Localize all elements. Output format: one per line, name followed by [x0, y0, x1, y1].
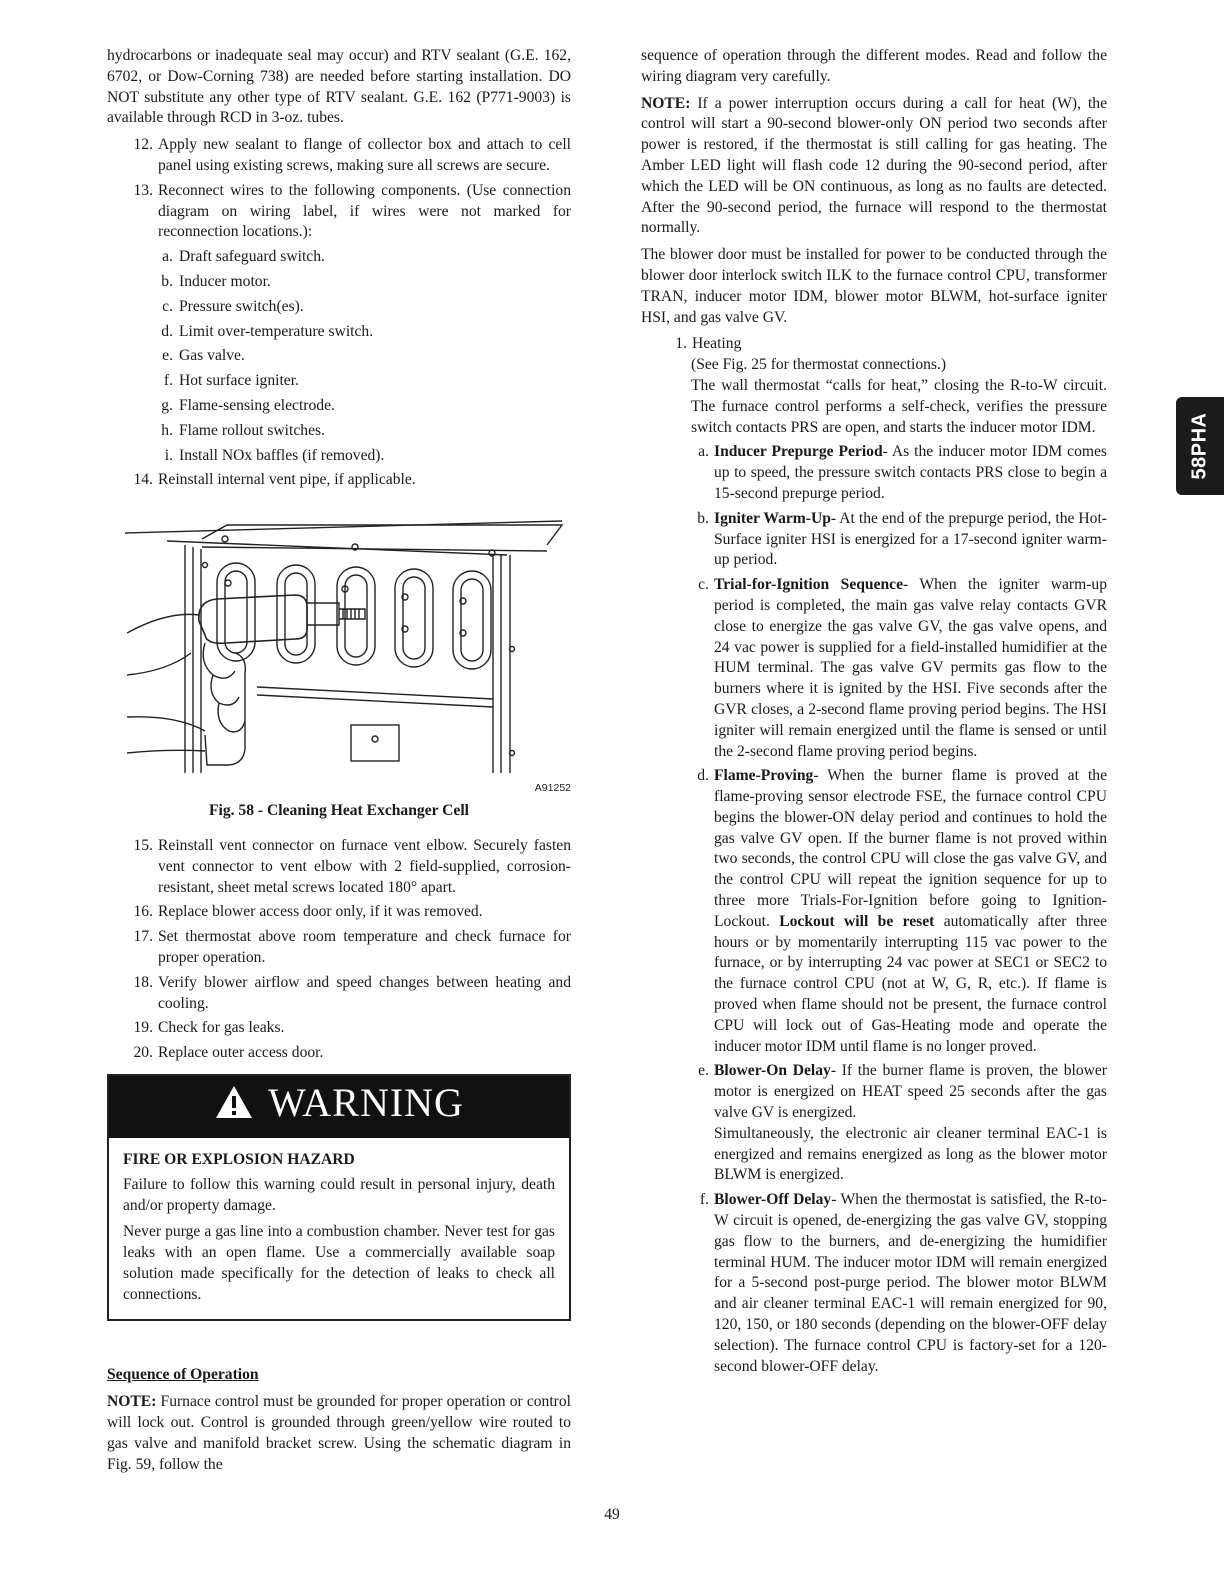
page-number: 49	[604, 1506, 620, 1523]
note-paragraph	[641, 94, 1107, 240]
step-number: 17.	[133, 928, 153, 946]
sub-item	[107, 421, 571, 442]
sub-text: Install NOx baffles (if removed).	[179, 446, 385, 464]
step-number: 18.	[133, 973, 153, 991]
warning-triangle-icon	[214, 1082, 254, 1132]
sub-title: Inducer Prepurge Period	[714, 443, 883, 461]
sub-letter: g.	[161, 396, 173, 414]
step-number: 20.	[133, 1044, 153, 1062]
sub-text: - When the burner flame is proved at the flame-proving sensor electrode FSE, the furnace control CPU begins the blower-ON delay period and continues to hold the gas valve GV open. If the burner flame is not proved within two seconds, the control CPU will close the gas valve GV, and the control CPU will repeat the ignition sequence for up to three more Trials-For-Ignition before going to Ignition-Lockout.	[714, 767, 1107, 930]
sub-letter: i.	[164, 446, 173, 464]
step-number: 12.	[133, 136, 153, 154]
sequence-item	[641, 442, 1107, 504]
step-title: Heating	[692, 335, 742, 353]
step-number: 14.	[133, 471, 153, 489]
sub-text: Pressure switch(es).	[179, 297, 304, 315]
step-item	[107, 973, 571, 1015]
warning-heading: WARNING	[268, 1079, 464, 1125]
sub-text: - When the igniter warm-up period is completed, the main gas valve relay contacts GVR close to energize the gas valve GV, the gas valve opens, and 24 vac power is supplied for a field-installed humidifier at the HUM terminal. The gas valve GV permits gas flow to the burners where it is ignited by the HSI. Five seconds after the GVR closes, a 2-second flame proving period begins. The HSI igniter will remain energized until the flame is sensed or until the 2-second flame proving period begins.	[714, 576, 1107, 760]
sequence-item	[641, 1190, 1107, 1377]
note-paragraph	[107, 1392, 571, 1475]
step-text: Reconnect wires to the following components. (Use connection diagram on wiring label, if wires were not marked for reconnection locations.):	[158, 181, 571, 241]
sub-letter: a.	[698, 443, 709, 461]
sub-item	[107, 297, 571, 318]
step-text: Replace blower access door only, if it was removed.	[158, 903, 483, 921]
sub-text: - At the end of the prepurge period, the Hot-Surface igniter HSI is energized for a 17-second igniter warm-up period.	[714, 509, 1107, 569]
note-text: If a power interruption occurs during a call for heat (W), the control will start a 90-second blower-only ON period two seconds after power is restored, if the thermostat is still calling for gas heating. The Amber LED light will flash code 12 during the 90-second period, after which the LED will be ON continuous, as long as no faults are detected. After the 90-second period, the furnace will respond to the thermostat normally.	[641, 94, 1107, 237]
heat-exchanger-illustration	[107, 503, 571, 793]
step-number: 13.	[133, 181, 153, 199]
sub-letter: e.	[162, 347, 173, 365]
right-column	[641, 46, 1107, 1381]
sub-item	[107, 446, 571, 467]
warning-box	[107, 1074, 571, 1322]
step-text: Replace outer access door.	[158, 1044, 324, 1062]
note-label: NOTE:	[641, 94, 691, 112]
sub-text: Flame rollout switches.	[179, 421, 325, 439]
warning-body	[109, 1138, 569, 1320]
step-number: 19.	[133, 1019, 153, 1037]
note-text: Furnace control must be grounded for proper operation or control will lock out. Control is grounded through green/yellow wire routed to gas valve and manifold bracket screw. Using the schematic diagram in Fig. 59, follow the	[107, 1393, 571, 1473]
sequence-item	[641, 575, 1107, 762]
sub-title: Blower-Off Delay	[714, 1191, 832, 1209]
sub-text: - As the inducer motor IDM comes up to speed, the pressure switch contacts PRS close to begin a 15-second prepurge period.	[714, 443, 1107, 502]
sub-title: Igniter Warm-Up	[714, 509, 831, 527]
component-sublist	[107, 247, 571, 466]
section-tab	[1176, 397, 1224, 495]
sub-letter: e.	[698, 1062, 709, 1080]
figure-heat-exchanger	[107, 503, 571, 793]
sub-letter: a.	[162, 248, 173, 266]
step-item	[107, 1018, 571, 1039]
step-item	[107, 181, 571, 243]
figure-id: A91252	[534, 782, 571, 795]
sequence-item	[641, 1061, 1107, 1123]
sub-letter: b.	[161, 272, 173, 290]
sub-text: - If the burner flame is proven, the blower motor is energized on HEAT speed 25 seconds after the gas valve GV is energized.	[714, 1062, 1108, 1122]
heating-step	[641, 334, 1107, 355]
sequence-item-continued: Simultaneously, the electronic air cleaner terminal EAC-1 is energized and remains energized as long as the blower motor BLWM is energized.	[714, 1124, 1107, 1184]
heating-text: The wall thermostat “calls for heat,” closing the R-to-W circuit. The furnace control performs a self-check, verifies the pressure switch contacts PRS are open, and starts the inducer motor IDM.	[691, 376, 1107, 436]
step-number: 15.	[133, 836, 153, 854]
sub-text: Flame-sensing electrode.	[179, 396, 335, 414]
step-text: Verify blower airflow and speed changes between heating and cooling.	[158, 973, 571, 1012]
figure-caption: Fig. 58 - Cleaning Heat Exchanger Cell	[208, 802, 470, 820]
sub-item	[107, 247, 571, 268]
sub-letter: d.	[697, 767, 709, 785]
sub-bold-phrase: Lockout will be reset	[779, 912, 935, 930]
sub-item	[107, 371, 571, 392]
step-text: Reinstall internal vent pipe, if applicable.	[158, 471, 416, 489]
step-text: Set thermostat above room temperature and check furnace for proper operation.	[158, 928, 571, 966]
step-item	[107, 836, 571, 898]
sub-title: Blower-On Delay	[714, 1062, 831, 1080]
sub-text: automatically after three hours or by momentarily interrupting 115 vac power to the furnace, or by interrupting 24 vac power at SEC1 or SEC2 to the furnace control CPU (not at W, G, R, etc.). If flame is proved when flame should not be present, the furnace control CPU will lock out of Gas-Heating mode and operate the inducer motor IDM until flame is no longer proved.	[714, 912, 1107, 1055]
left-column	[107, 46, 571, 1481]
sub-title: Trial-for-Ignition Sequence	[714, 576, 904, 594]
sub-letter: f.	[699, 1191, 709, 1209]
sequence-item	[641, 766, 1107, 1057]
step-number: 16.	[133, 903, 153, 921]
paragraph: The blower door must be installed for power to be conducted through the blower door interlock switch ILK to the furnace control CPU, transformer TRAN, inducer motor IDM, blower motor BLWM, hot-surface igniter HSI, and gas valve GV.	[641, 246, 1107, 326]
sub-letter: c.	[162, 297, 173, 315]
sub-text: - When the thermostat is satisfied, the R-to-W circuit is opened, de-energizing the gas valve GV, stopping gas flow to the burners, and de-energizing the humidifier terminal HUM. The inducer motor IDM will remain energized for a 5-second post-purge period. The blower motor BLWM and air cleaner terminal EAC-1 will remain energized for 90, 120, 150, or 180 seconds (depending on the blower-OFF delay selection). The furnace control CPU is factory-set for a 120-second blower-OFF delay.	[714, 1191, 1107, 1375]
step-text: Reinstall vent connector on furnace vent elbow. Securely fasten vent connector to vent elbow with 2 field-supplied, corrosion-resistant, sheet metal screws located 180° apart.	[158, 836, 571, 896]
step-item	[107, 470, 571, 491]
sub-text: Draft safeguard switch.	[179, 248, 325, 266]
sub-letter: c.	[698, 576, 709, 594]
warning-paragraph: Never purge a gas line into a combustion chamber. Never test for gas leaks with an open flame. Use a commercially available soap solution made specifically for the detection of leaks to check all connections.	[123, 1223, 555, 1303]
sub-item	[107, 346, 571, 367]
sub-text: Limit over-temperature switch.	[179, 322, 374, 340]
section-heading: Sequence of Operation	[107, 1366, 259, 1384]
sub-item	[107, 272, 571, 293]
sub-letter: f.	[163, 372, 173, 390]
step-text: Apply new sealant to flange of collector box and attach to cell panel using existing screws, making sure all screws are secure.	[158, 136, 571, 174]
sub-item	[107, 322, 571, 343]
step-item	[107, 1043, 571, 1064]
sub-text: Inducer motor.	[179, 272, 271, 290]
sub-text: Gas valve.	[179, 347, 245, 365]
section-tab-label: 58PHA	[1188, 412, 1211, 480]
sub-text: Hot surface igniter.	[179, 372, 299, 390]
step-item	[107, 902, 571, 923]
step-item	[107, 135, 571, 177]
note-label: NOTE:	[107, 1393, 157, 1411]
sub-letter: b.	[697, 509, 709, 527]
sub-letter: d.	[161, 322, 173, 340]
warning-paragraph: Failure to follow this warning could result in personal injury, death and/or property damage.	[123, 1175, 555, 1214]
sub-title: Flame-Proving	[714, 767, 814, 785]
heating-reference: (See Fig. 25 for thermostat connections.)	[691, 356, 947, 374]
sequence-item	[641, 509, 1107, 571]
step-item	[107, 927, 571, 969]
paragraph: sequence of operation through the different modes. Read and follow the wiring diagram very carefully.	[641, 47, 1107, 85]
step-number: 1.	[675, 335, 687, 353]
sub-item	[107, 396, 571, 417]
step-text: Check for gas leaks.	[158, 1019, 285, 1037]
warning-title: FIRE OR EXPLOSION HAZARD	[123, 1150, 355, 1168]
steps-list-a	[107, 135, 571, 243]
steps-list-b	[107, 836, 571, 1064]
intro-paragraph: hydrocarbons or inadequate seal may occur) and RTV sealant (G.E. 162, 6702, or Dow-Corning 738) are needed before starting installation. DO NOT substitute any other type of RTV sealant. G.E. 162 (P771-9003) is available through RCD in 3-oz. tubes.	[107, 47, 571, 127]
sub-letter: h.	[161, 421, 173, 439]
warning-header	[109, 1076, 569, 1138]
